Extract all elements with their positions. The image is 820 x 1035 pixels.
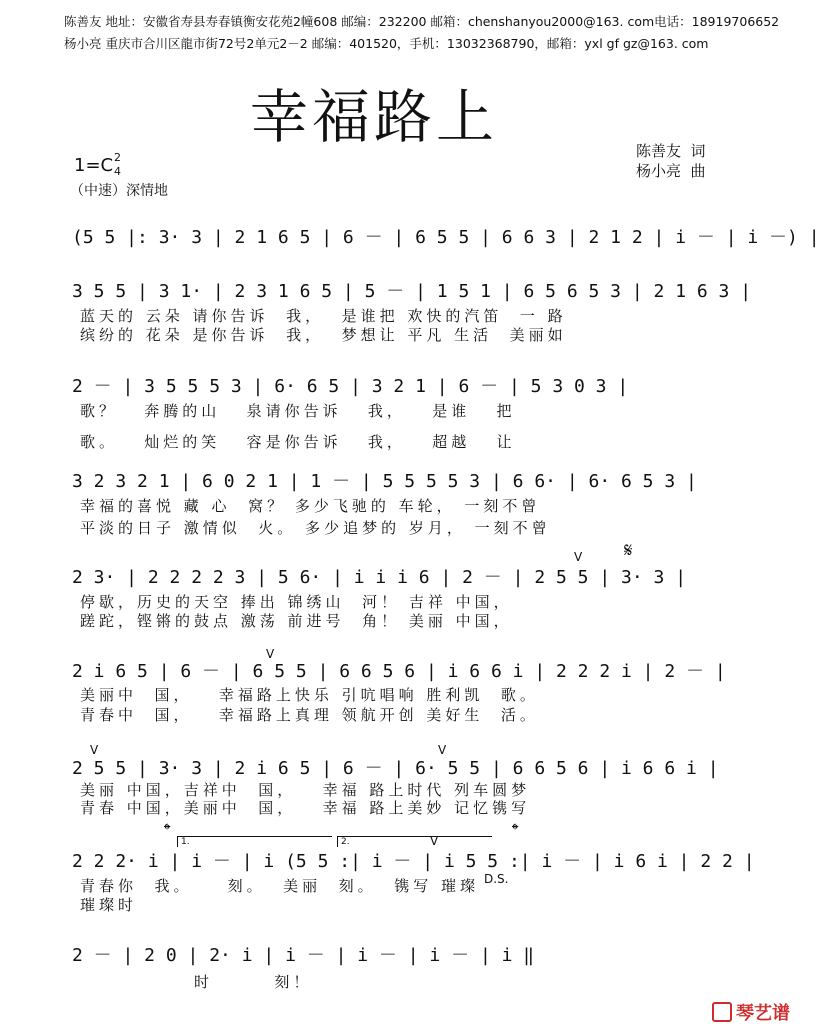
score-system-9-notes: 2 － | 2 0 | 2· i | i － | i － | i － | i ‖ (72, 945, 535, 966)
volta-1-label: 1. (181, 837, 190, 847)
volta-2-label: 2. (341, 837, 350, 847)
contact-line-1: 陈善友 地址：安徽省寿县寿春镇衡安花苑2幢608 邮编：232200 邮箱：chenshanyou2000@163. com电话：18919706652 (64, 14, 780, 29)
dal-segno-marking: D.S. (484, 872, 509, 886)
score-system-6-notes: 2 i 6 5 | 6 － | 6 5 5 | 6 6 5 6 | i 6 6 i | 2 2 2 i | 2 － | (72, 661, 726, 682)
composer-credit: 杨小亮 曲 (636, 162, 706, 180)
tempo-marking: （中速）深情地 (70, 183, 168, 199)
score-system-6-lyrics-1: 美丽中 国， 幸福路上快乐 引吭唱响 胜利凯 歌。 (80, 686, 539, 704)
coda-sign: 𝄌 (512, 820, 519, 841)
score-system-3-lyrics-1: 歌？ 奔腾的山 泉请你告诉 我， 是谁 把 (80, 402, 516, 420)
score-system-2-notes: 3 5 5 | 3 1· | 2 3 1 6 5 | 5 － | 1 5 1 | 6 5 6 5 3 | 2 1 6 3 | (72, 281, 752, 302)
brand-name: 琴艺谱 (736, 1003, 790, 1024)
score-system-8-lyrics-1: 青春你 我。 刻。 美丽 刻。 镌写 璀璨 (80, 877, 479, 895)
score-system-4-lyrics-2: 平淡的日子 激情似 火。 多少追梦的 岁月， 一刻不曾 (80, 519, 551, 537)
volta-1-bracket (177, 836, 332, 847)
score-system-7-lyrics-2: 青春 中国，美丽中 国， 幸福 路上美妙 记忆镌写 (80, 799, 531, 817)
score-system-5-lyrics-1: 停歇，历史的天空 捧出 锦绣山 河！ 吉祥 中国， (80, 593, 513, 611)
logo-mark-icon (712, 1002, 732, 1022)
score-system-7-notes: 2 5 5 | 3· 3 | 2 i 6 5 | 6 － | 6· 5 5 | 6 6 5 6 | i 6 6 i | (72, 758, 719, 779)
key-signature: 1=C (74, 155, 114, 176)
score-system-8-notes: 2 2 2· i | i － | i (5 5 :| i － | i 5 5 :| i － | i 6 i | 2 2 | (72, 851, 755, 872)
score-system-4-notes: 3 2 3 2 1 | 6 0 2 1 | 1 － | 5 5 5 5 3 | 6 6· | 6· 6 5 3 | (72, 471, 697, 492)
breath-mark: V (438, 743, 447, 757)
score-system-2-lyrics-2: 缤纷的 花朵 是你告诉 我， 梦想让 平凡 生活 美丽如 (80, 326, 567, 344)
volta-2-bracket (337, 836, 492, 847)
score-system-7-lyrics-1: 美丽 中国，吉祥中 国， 幸福 路上时代 列车圆梦 (80, 781, 531, 799)
score-system-2-lyrics-1: 蓝天的 云朵 请你告诉 我， 是谁把 欢快的汽笛 一 路 (80, 307, 567, 325)
score-system-5-notes: 2 3· | 2 2 2 2 3 | 5 6· | i i i 6 | 2 － | 2 5 5 | 3· 3 | (72, 567, 687, 588)
song-title: 幸福路上 (250, 83, 499, 151)
score-system-3-notes: 2 － | 3 5 5 5 3 | 6· 6 5 | 3 2 1 | 6 － | 5 3 0 3 | (72, 376, 629, 397)
score-system-1-notes: (5 5 |: 3· 3 | 2 1 6 5 | 6 － | 6 5 5 | 6 6 3 | 2 1 2 | i － | i －) | (72, 227, 820, 248)
score-system-3-lyrics-2: 歌。 灿烂的笑 容是你告诉 我， 超越 让 (80, 433, 516, 451)
score-system-5-lyrics-2: 蹉跎，铿锵的鼓点 激荡 前进号 角！ 美丽 中国， (80, 612, 513, 630)
breath-mark: V (574, 550, 583, 564)
brand-logo (712, 1002, 792, 1026)
breath-mark: V (266, 647, 275, 661)
contact-line-2: 杨小亮 重庆市合川区龍市街72号2单元2－2 邮编：401520，手机：13032368790，邮箱：yxl gf gz@163. com (64, 36, 709, 51)
score-system-9-lyrics-1: 时 刻！ (80, 973, 313, 991)
score-system-4-lyrics-1: 幸福的喜悦 藏 心 窝？ 多少飞驰的 车轮， 一刻不曾 (80, 497, 541, 515)
breath-mark: V (430, 834, 439, 848)
breath-mark: V (90, 743, 99, 757)
score-system-6-lyrics-2: 青春中 国， 幸福路上真理 领航开创 美好生 活。 (80, 706, 539, 724)
segno-sign: 𝄋 (624, 538, 633, 562)
score-system-8-lyrics-2: 璀璨时 (80, 896, 138, 914)
time-signature-bottom: 4 (114, 165, 121, 178)
lyricist-credit: 陈善友 词 (636, 142, 706, 160)
time-signature-top: 2 (114, 151, 121, 164)
coda-sign: 𝄌 (164, 820, 171, 841)
